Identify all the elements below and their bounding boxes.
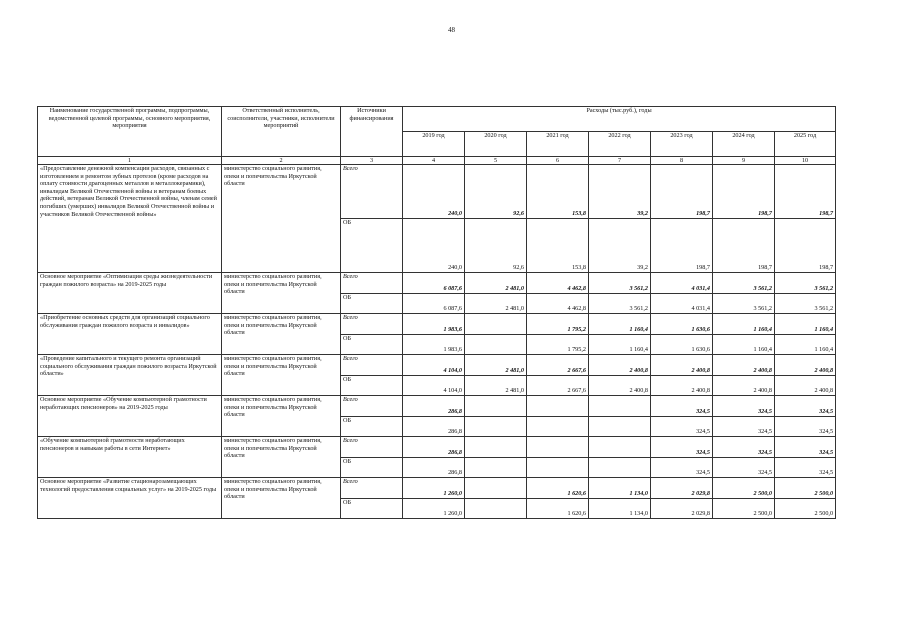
responsible-cell: министерство социального развития, опеки и попечительства Иркутской области <box>222 165 341 273</box>
ob-value-cell: 2 029,8 <box>651 499 713 519</box>
source-ob-cell: ОБ <box>341 376 403 396</box>
total-value-cell: 2 500,0 <box>713 478 775 499</box>
total-value-cell: 3 561,2 <box>589 273 651 294</box>
header-year-cell: 2021 год <box>527 132 589 157</box>
column-number-cell: 3 <box>341 157 403 165</box>
responsible-cell: министерство социального развития, опеки и попечительства Иркутской области <box>222 437 341 478</box>
ob-value-cell: 286,8 <box>403 417 465 437</box>
source-total-cell: Всего <box>341 396 403 417</box>
ob-value-cell: 153,8 <box>527 219 589 273</box>
source-total-cell: Всего <box>341 478 403 499</box>
ob-value-cell: 1 983,6 <box>403 335 465 355</box>
ob-value-cell <box>465 458 527 478</box>
ob-value-cell <box>589 417 651 437</box>
source-ob-cell: ОБ <box>341 499 403 519</box>
total-value-cell: 1 630,6 <box>651 314 713 335</box>
activity-name-cell: «Проведение капитального и текущего ремонта организаций социального обслуживания граждан пожилого возраста Иркутской области» <box>38 355 222 396</box>
total-value-cell: 1 160,4 <box>713 314 775 335</box>
ob-value-cell: 2 481,0 <box>465 376 527 396</box>
ob-value-cell: 39,2 <box>589 219 651 273</box>
ob-value-cell: 1 160,4 <box>713 335 775 355</box>
ob-value-cell: 6 087,6 <box>403 294 465 314</box>
total-value-cell: 2 400,8 <box>589 355 651 376</box>
total-value-cell: 1 160,4 <box>589 314 651 335</box>
ob-value-cell: 2 500,0 <box>713 499 775 519</box>
total-value-cell: 39,2 <box>589 165 651 219</box>
ob-value-cell: 4 462,8 <box>527 294 589 314</box>
ob-value-cell <box>527 458 589 478</box>
table-row <box>38 273 836 294</box>
ob-value-cell: 2 400,8 <box>589 376 651 396</box>
column-number-cell: 4 <box>403 157 465 165</box>
total-value-cell: 1 160,4 <box>775 314 836 335</box>
activity-name-cell: «Обучение компьютерной грамотности неработающих пенсионеров и навыкам работы в сети Интернет» <box>38 437 222 478</box>
header-year-cell: 2020 год <box>465 132 527 157</box>
ob-value-cell: 3 561,2 <box>775 294 836 314</box>
total-value-cell <box>465 396 527 417</box>
header-name-cell: Наименование государственной программы, подпрограммы, ведомственной целевой программы, основного мероприятия, мероприятия <box>38 107 222 157</box>
ob-value-cell: 1 795,2 <box>527 335 589 355</box>
ob-value-cell: 324,5 <box>651 417 713 437</box>
ob-value-cell: 198,7 <box>651 219 713 273</box>
total-value-cell: 198,7 <box>651 165 713 219</box>
total-value-cell: 324,5 <box>651 437 713 458</box>
ob-value-cell: 1 620,6 <box>527 499 589 519</box>
ob-value-cell: 1 134,0 <box>589 499 651 519</box>
activity-name-cell: Основное мероприятие «Оптимизация среды жизнедеятельности граждан пожилого возраста» на 2019-2025 годы <box>38 273 222 314</box>
ob-value-cell: 4 031,4 <box>651 294 713 314</box>
responsible-cell: министерство социального развития, опеки и попечительства Иркутской области <box>222 478 341 519</box>
total-value-cell <box>465 437 527 458</box>
ob-value-cell: 2 400,8 <box>775 376 836 396</box>
total-value-cell <box>465 314 527 335</box>
total-value-cell: 198,7 <box>775 165 836 219</box>
ob-value-cell: 324,5 <box>775 458 836 478</box>
ob-value-cell: 240,0 <box>403 219 465 273</box>
total-value-cell: 4 462,8 <box>527 273 589 294</box>
total-value-cell <box>589 437 651 458</box>
source-total-cell: Всего <box>341 355 403 376</box>
source-total-cell: Всего <box>341 437 403 458</box>
source-ob-cell: ОБ <box>341 417 403 437</box>
total-value-cell: 240,0 <box>403 165 465 219</box>
header-year-cell: 2024 год <box>713 132 775 157</box>
column-number-cell: 10 <box>775 157 836 165</box>
total-value-cell: 1 983,6 <box>403 314 465 335</box>
column-number-cell: 2 <box>222 157 341 165</box>
total-value-cell: 2 400,8 <box>713 355 775 376</box>
source-total-cell: Всего <box>341 165 403 219</box>
total-value-cell: 2 481,0 <box>465 355 527 376</box>
total-value-cell: 2 500,0 <box>775 478 836 499</box>
page-number: 48 <box>448 26 455 34</box>
source-ob-cell: ОБ <box>341 458 403 478</box>
source-total-cell: Всего <box>341 314 403 335</box>
activity-name-cell: «Предоставление денежной компенсации расходов, связанных с изготовлением и ремонтом зубных протезов (кроме расходов на оплату стоимости драгоценных металлов и металлокерамики), инвалидам Великой Отечественной войны и ветеранам боевых действий, ветеранам Великой Отечественной войны, членам семей погибших (умерших) инвалидов Великой Отечественной войны и участников Великой Отечественной войны» <box>38 165 222 273</box>
responsible-cell: министерство социального развития, опеки и попечительства Иркутской области <box>222 314 341 355</box>
responsible-cell: министерство социального развития, опеки и попечительства Иркутской области <box>222 355 341 396</box>
table-row <box>38 396 836 417</box>
source-ob-cell: ОБ <box>341 294 403 314</box>
activity-name-cell: Основное мероприятие «Обучение компьютерной грамотности неработающих пенсионеров» на 2019-2025 годы <box>38 396 222 437</box>
total-value-cell: 1 260,0 <box>403 478 465 499</box>
header-year-cell: 2025 год <box>775 132 836 157</box>
total-value-cell: 198,7 <box>713 165 775 219</box>
table-row <box>38 355 836 376</box>
header-year-cell: 2023 год <box>651 132 713 157</box>
ob-value-cell: 324,5 <box>651 458 713 478</box>
total-value-cell <box>527 396 589 417</box>
total-value-cell: 2 481,0 <box>465 273 527 294</box>
column-number-cell: 8 <box>651 157 713 165</box>
total-value-cell <box>589 396 651 417</box>
header-responsible-cell: Ответственный исполнитель, соисполнители, участники, исполнители мероприятий <box>222 107 341 157</box>
table-row <box>38 314 836 335</box>
ob-value-cell: 324,5 <box>713 458 775 478</box>
header-source-cell: Источники финансирования <box>341 107 403 157</box>
total-value-cell: 324,5 <box>775 396 836 417</box>
table-row <box>38 478 836 499</box>
ob-value-cell: 2 667,6 <box>527 376 589 396</box>
activity-name-cell: Основное мероприятие «Развитие стационарозамещающих технологий предоставления социальных услуг» на 2019-2025 годы <box>38 478 222 519</box>
header-expenses-cell: Расходы (тыс.руб.), годы <box>403 107 836 132</box>
total-value-cell: 2 667,6 <box>527 355 589 376</box>
ob-value-cell <box>465 417 527 437</box>
source-ob-cell: ОБ <box>341 335 403 355</box>
ob-value-cell <box>465 335 527 355</box>
total-value-cell: 4 104,0 <box>403 355 465 376</box>
total-value-cell: 3 561,2 <box>713 273 775 294</box>
total-value-cell: 286,8 <box>403 396 465 417</box>
ob-value-cell: 198,7 <box>775 219 836 273</box>
ob-value-cell: 3 561,2 <box>589 294 651 314</box>
ob-value-cell: 92,6 <box>465 219 527 273</box>
total-value-cell <box>465 478 527 499</box>
expenditure-table <box>37 106 836 519</box>
ob-value-cell: 324,5 <box>775 417 836 437</box>
ob-value-cell: 2 400,8 <box>713 376 775 396</box>
ob-value-cell: 1 630,6 <box>651 335 713 355</box>
total-value-cell: 92,6 <box>465 165 527 219</box>
total-value-cell: 6 087,6 <box>403 273 465 294</box>
responsible-cell: министерство социального развития, опеки и попечительства Иркутской области <box>222 273 341 314</box>
ob-value-cell <box>465 499 527 519</box>
total-value-cell: 1 795,2 <box>527 314 589 335</box>
total-value-cell: 4 031,4 <box>651 273 713 294</box>
ob-value-cell: 3 561,2 <box>713 294 775 314</box>
source-ob-cell: ОБ <box>341 219 403 273</box>
total-value-cell: 153,8 <box>527 165 589 219</box>
total-value-cell: 2 029,8 <box>651 478 713 499</box>
table-row <box>38 437 836 458</box>
ob-value-cell: 4 104,0 <box>403 376 465 396</box>
table-row <box>38 165 836 219</box>
total-value-cell: 324,5 <box>713 437 775 458</box>
activity-name-cell: «Приобретение основных средств для организаций социального обслуживания граждан пожилого возраста и инвалидов» <box>38 314 222 355</box>
total-value-cell: 286,8 <box>403 437 465 458</box>
column-number-cell: 5 <box>465 157 527 165</box>
ob-value-cell: 324,5 <box>713 417 775 437</box>
ob-value-cell: 286,8 <box>403 458 465 478</box>
column-number-cell: 7 <box>589 157 651 165</box>
source-total-cell: Всего <box>341 273 403 294</box>
ob-value-cell: 2 500,0 <box>775 499 836 519</box>
total-value-cell <box>527 437 589 458</box>
responsible-cell: министерство социального развития, опеки и попечительства Иркутской области <box>222 396 341 437</box>
ob-value-cell <box>589 458 651 478</box>
ob-value-cell: 2 481,0 <box>465 294 527 314</box>
ob-value-cell <box>527 417 589 437</box>
ob-value-cell: 1 260,0 <box>403 499 465 519</box>
total-value-cell: 324,5 <box>775 437 836 458</box>
total-value-cell: 3 561,2 <box>775 273 836 294</box>
ob-value-cell: 1 160,4 <box>775 335 836 355</box>
total-value-cell: 324,5 <box>651 396 713 417</box>
total-value-cell: 2 400,8 <box>651 355 713 376</box>
total-value-cell: 324,5 <box>713 396 775 417</box>
header-year-cell: 2019 год <box>403 132 465 157</box>
header-year-cell: 2022 год <box>589 132 651 157</box>
column-number-cell: 1 <box>38 157 222 165</box>
total-value-cell: 1 134,0 <box>589 478 651 499</box>
ob-value-cell: 2 400,8 <box>651 376 713 396</box>
ob-value-cell: 198,7 <box>713 219 775 273</box>
total-value-cell: 1 620,6 <box>527 478 589 499</box>
ob-value-cell: 1 160,4 <box>589 335 651 355</box>
column-number-cell: 6 <box>527 157 589 165</box>
column-number-cell: 9 <box>713 157 775 165</box>
total-value-cell: 2 400,8 <box>775 355 836 376</box>
